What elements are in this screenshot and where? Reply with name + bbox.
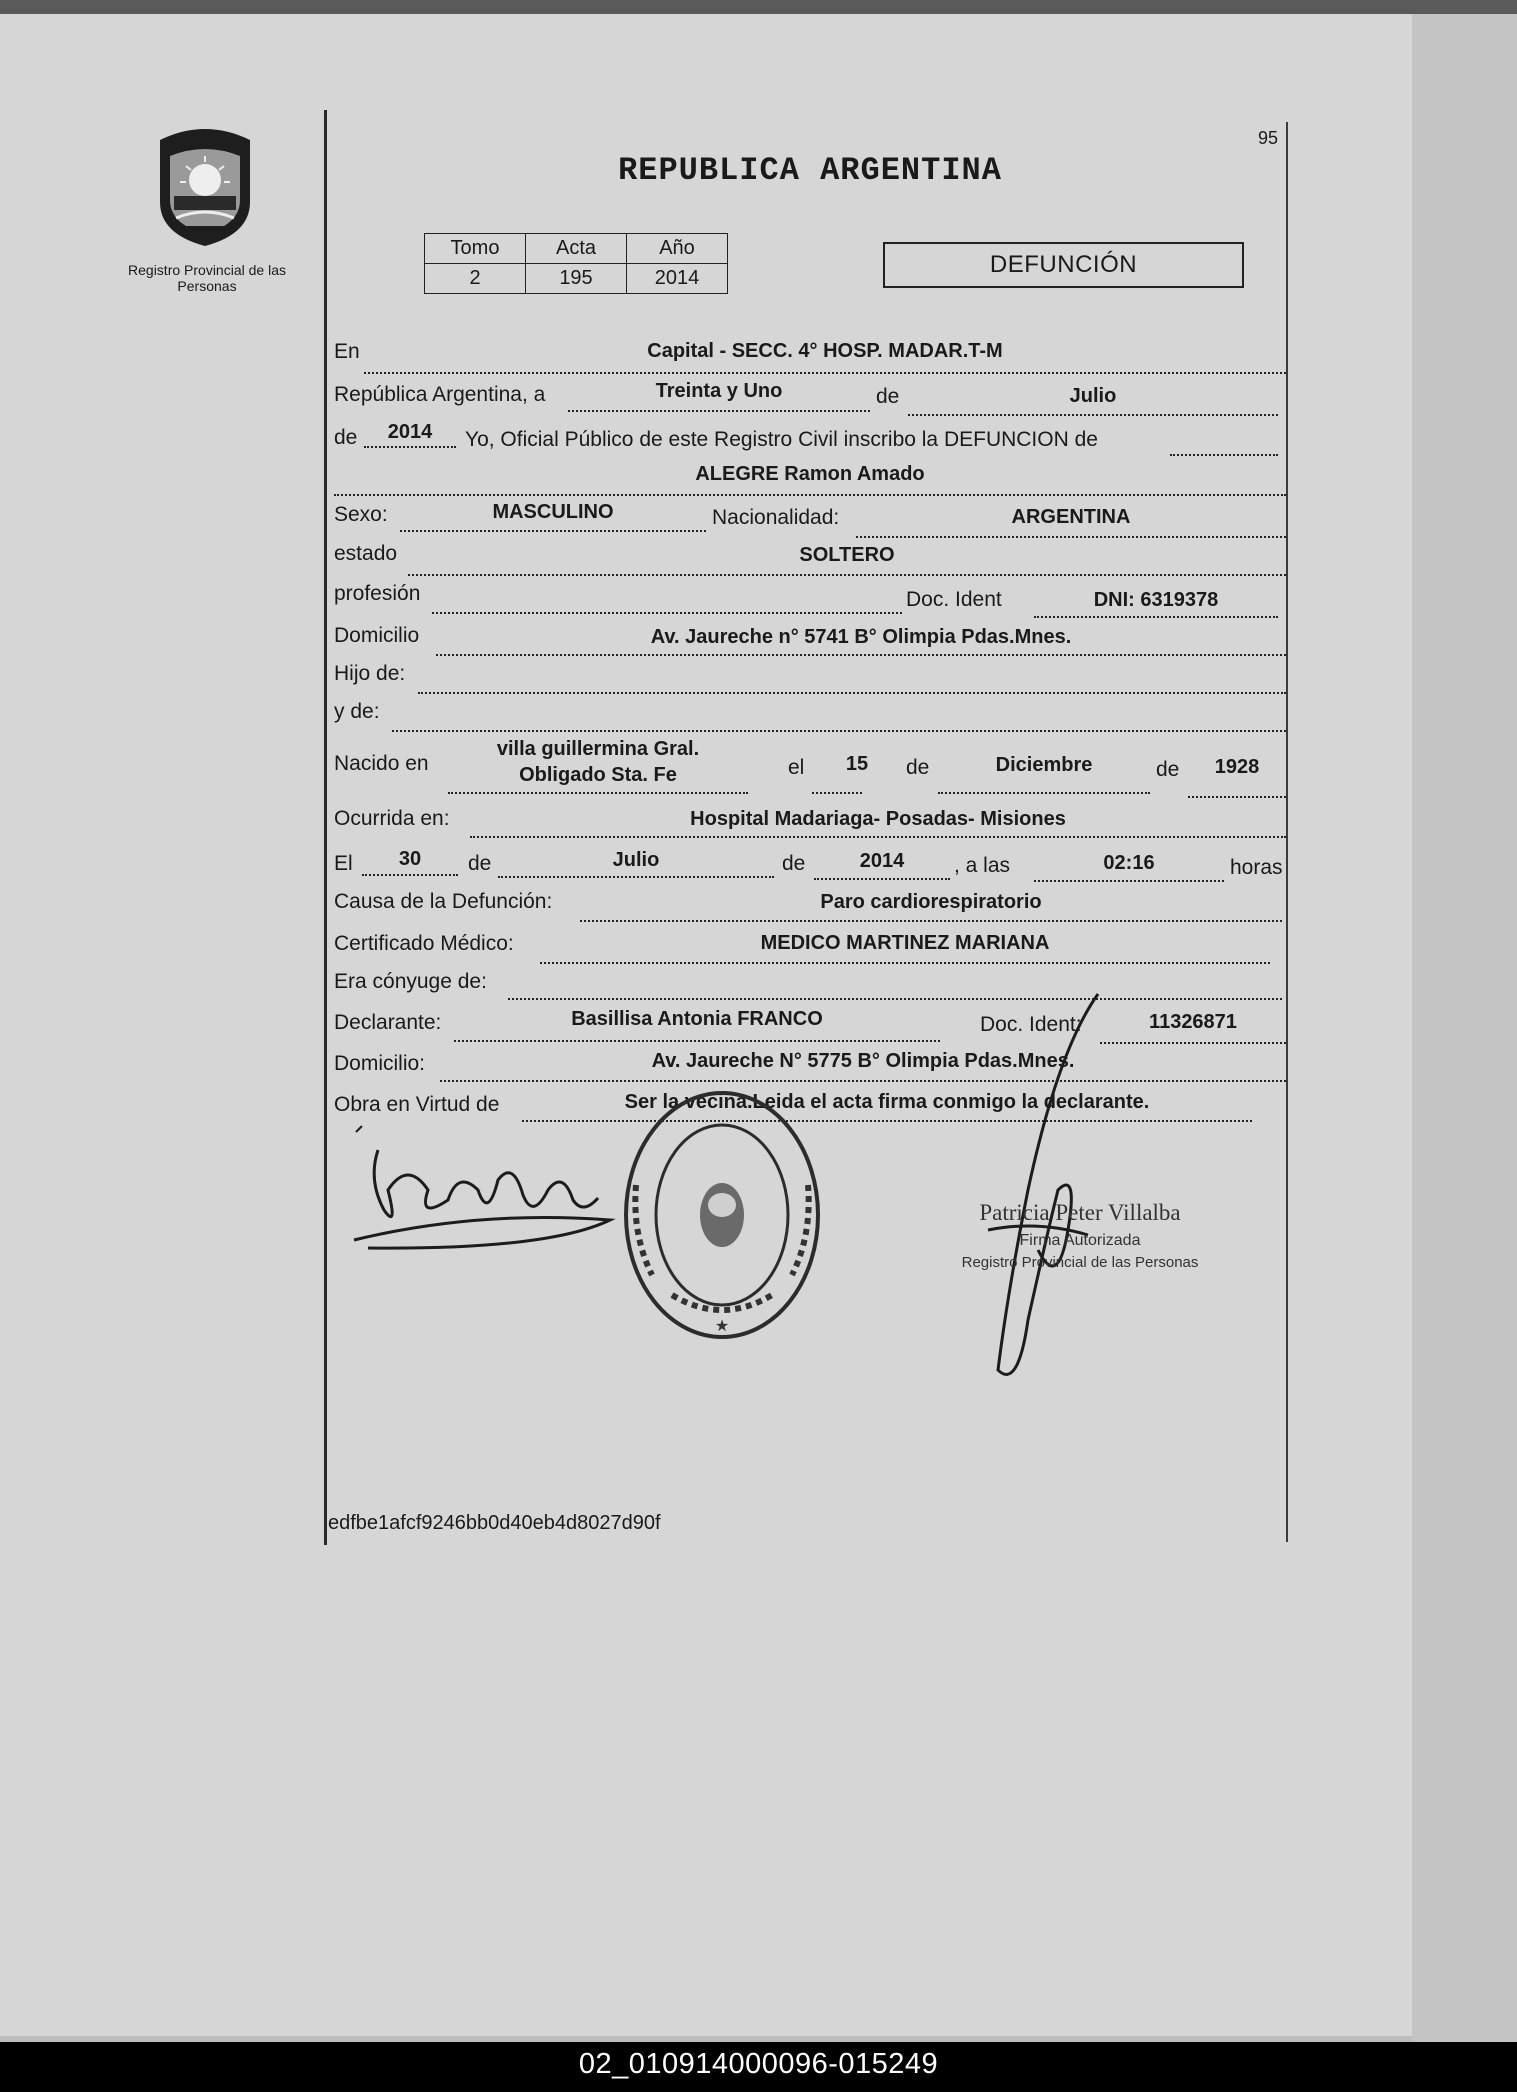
certificado-line [540, 962, 1270, 964]
de-label-3: de [906, 756, 930, 779]
causa-line [580, 920, 1282, 922]
left-rule [324, 110, 327, 1545]
el-label: el [788, 756, 805, 779]
def-dia-value: 30 [398, 848, 422, 870]
ocurrida-line [470, 836, 1286, 838]
nac-dia-value: 15 [845, 753, 869, 775]
nacido-line1: villa guillermina Gral. [496, 738, 700, 760]
scan-id: 02_010914000096-015249 [578, 2048, 939, 2080]
officer-block [950, 1200, 1210, 1271]
nacido-line [448, 792, 748, 794]
sexo-line [400, 530, 706, 532]
estado-value: SOLTERO [799, 544, 895, 566]
estado-line [408, 574, 1286, 576]
hijo-line [418, 692, 1286, 694]
el2-label: El [334, 852, 353, 875]
nac-anio-value: 1928 [1214, 756, 1260, 778]
declarante-label: Declarante: [334, 1011, 442, 1034]
obra-label: Obra en Virtud de [334, 1093, 500, 1116]
alas-label: , a las [954, 854, 1011, 877]
nacido-label: Nacido en [334, 752, 429, 775]
domicilio2-label: Domicilio: [334, 1052, 426, 1075]
nacionalidad-label: Nacionalidad: [712, 506, 840, 529]
anio-line [364, 446, 456, 448]
domicilio-value: Av. Jaureche n° 5741 B° Olimpia Pdas.Mnes. [650, 626, 1072, 648]
record-type-box: DEFUNCIÓN [883, 242, 1244, 288]
hijo-label: Hijo de: [334, 662, 406, 685]
declarant-signature [348, 1120, 618, 1260]
anio-header: Año [627, 234, 728, 264]
scan-id-bar [0, 2042, 1517, 2092]
anio-value: 2014 [627, 264, 728, 294]
de-label-6: de [782, 852, 806, 875]
certificado-value: MEDICO MARTINEZ MARIANA [760, 932, 1050, 954]
tomo-value: 2 [425, 264, 526, 294]
domicilio-line [436, 654, 1286, 656]
scan-top-edge [0, 0, 1517, 14]
nac-mes-line [938, 792, 1150, 794]
mes-line [908, 414, 1278, 416]
page-number: 95 [1258, 128, 1279, 148]
nacionalidad-line [856, 536, 1286, 538]
tomo-header: Tomo [425, 234, 526, 264]
def-anio-value: 2014 [859, 850, 905, 872]
acta-value: 195 [526, 264, 627, 294]
causa-label: Causa de la Defunción: [334, 890, 553, 913]
horas-label: horas [1230, 856, 1283, 879]
officer-org: Registro Provincial de las Personas [961, 1254, 1199, 1271]
nac-mes-value: Diciembre [995, 754, 1093, 776]
domicilio2-line [440, 1080, 1286, 1082]
nacido-line2: Obligado Sta. Fe [519, 764, 677, 786]
declarante-line [454, 1040, 940, 1042]
de-label-5: de [468, 852, 492, 875]
estado-label: estado [334, 542, 398, 565]
profesion-line [432, 612, 902, 614]
right-rule [1286, 122, 1288, 1542]
provincial-seal-icon [146, 122, 264, 250]
ocurrida-value: Hospital Madariaga- Posadas- Misiones [690, 808, 1066, 830]
ocurrida-label: Ocurrida en: [334, 807, 450, 830]
domicilio2-value: Av. Jaureche N° 5775 B° Olimpia Pdas.Mnes. [651, 1050, 1075, 1072]
hora-value: 02:16 [1103, 852, 1155, 874]
conyuge-line [508, 998, 1282, 1000]
certificado-label: Certificado Médico: [334, 932, 514, 955]
acta-header: Acta [526, 234, 627, 264]
de-label-1: de [876, 385, 900, 408]
doc-value: DNI: 6319378 [1093, 589, 1219, 611]
officer-signature [948, 990, 1128, 1390]
inscribo-line [1170, 454, 1278, 456]
inscribo-text: Yo, Oficial Público de este Registro Civil inscribo la DEFUNCION de [465, 428, 1098, 451]
registry-stamp-icon [612, 1075, 832, 1345]
conyuge-label: Era cónyuge de: [334, 970, 487, 993]
nombre-line [334, 494, 1286, 496]
dia-letras-value: Treinta y Uno [655, 380, 783, 402]
causa-value: Paro cardiorespiratorio [820, 891, 1042, 913]
nac-anio-line [1188, 796, 1286, 798]
hora-line [1034, 880, 1224, 882]
en-value: Capital - SECC. 4° HOSP. MADAR.T-M [647, 340, 1003, 362]
document-title: REPUBLICA ARGENTINA [618, 152, 1002, 189]
officer-name: Patricia Peter Villalba [979, 1200, 1181, 1225]
registry-name: Registro Provincial de las Personas [128, 262, 286, 294]
nacionalidad-value: ARGENTINA [1011, 506, 1131, 528]
officer-role: Firma Autorizada [1019, 1232, 1141, 1249]
deceased-name: ALEGRE Ramon Amado [695, 463, 925, 485]
sexo-value: MASCULINO [492, 501, 614, 523]
volume-table [424, 233, 728, 294]
scanner-margin [1412, 14, 1517, 2042]
mes-value: Julio [1069, 385, 1117, 407]
de-label-4: de [1156, 758, 1180, 781]
doc-line [1034, 616, 1278, 618]
yde-line [392, 730, 1286, 732]
document-hash: edfbe1afcf9246bb0d40eb4d8027d90f [328, 1512, 661, 1534]
def-mes-value: Julio [612, 849, 660, 871]
profesion-label: profesión [334, 582, 421, 605]
obra-value: Ser la vecina.Leida el acta firma conmigo la declarante. [624, 1091, 1150, 1113]
dia-letras-line [568, 410, 870, 412]
def-mes-line [498, 876, 774, 878]
de-label-2: de [334, 426, 358, 449]
republica-label: República Argentina, a [334, 383, 546, 406]
nac-dia-line [812, 792, 862, 794]
doc-label: Doc. Ident [906, 588, 1002, 611]
en-line [364, 372, 1286, 374]
en-label: En [334, 340, 360, 363]
svg-text:★: ★ [714, 1316, 730, 1335]
anio-value: 2014 [387, 421, 433, 443]
domicilio-label: Domicilio [334, 624, 420, 647]
doc2-label: Doc. Ident: [980, 1013, 1082, 1036]
def-anio-line [814, 878, 950, 880]
def-dia-line [362, 874, 458, 876]
doc2-value: 11326871 [1149, 1011, 1237, 1033]
yde-label: y de: [334, 700, 380, 723]
declarante-value: Basillisa Antonia FRANCO [571, 1008, 823, 1030]
sexo-label: Sexo: [334, 503, 388, 526]
